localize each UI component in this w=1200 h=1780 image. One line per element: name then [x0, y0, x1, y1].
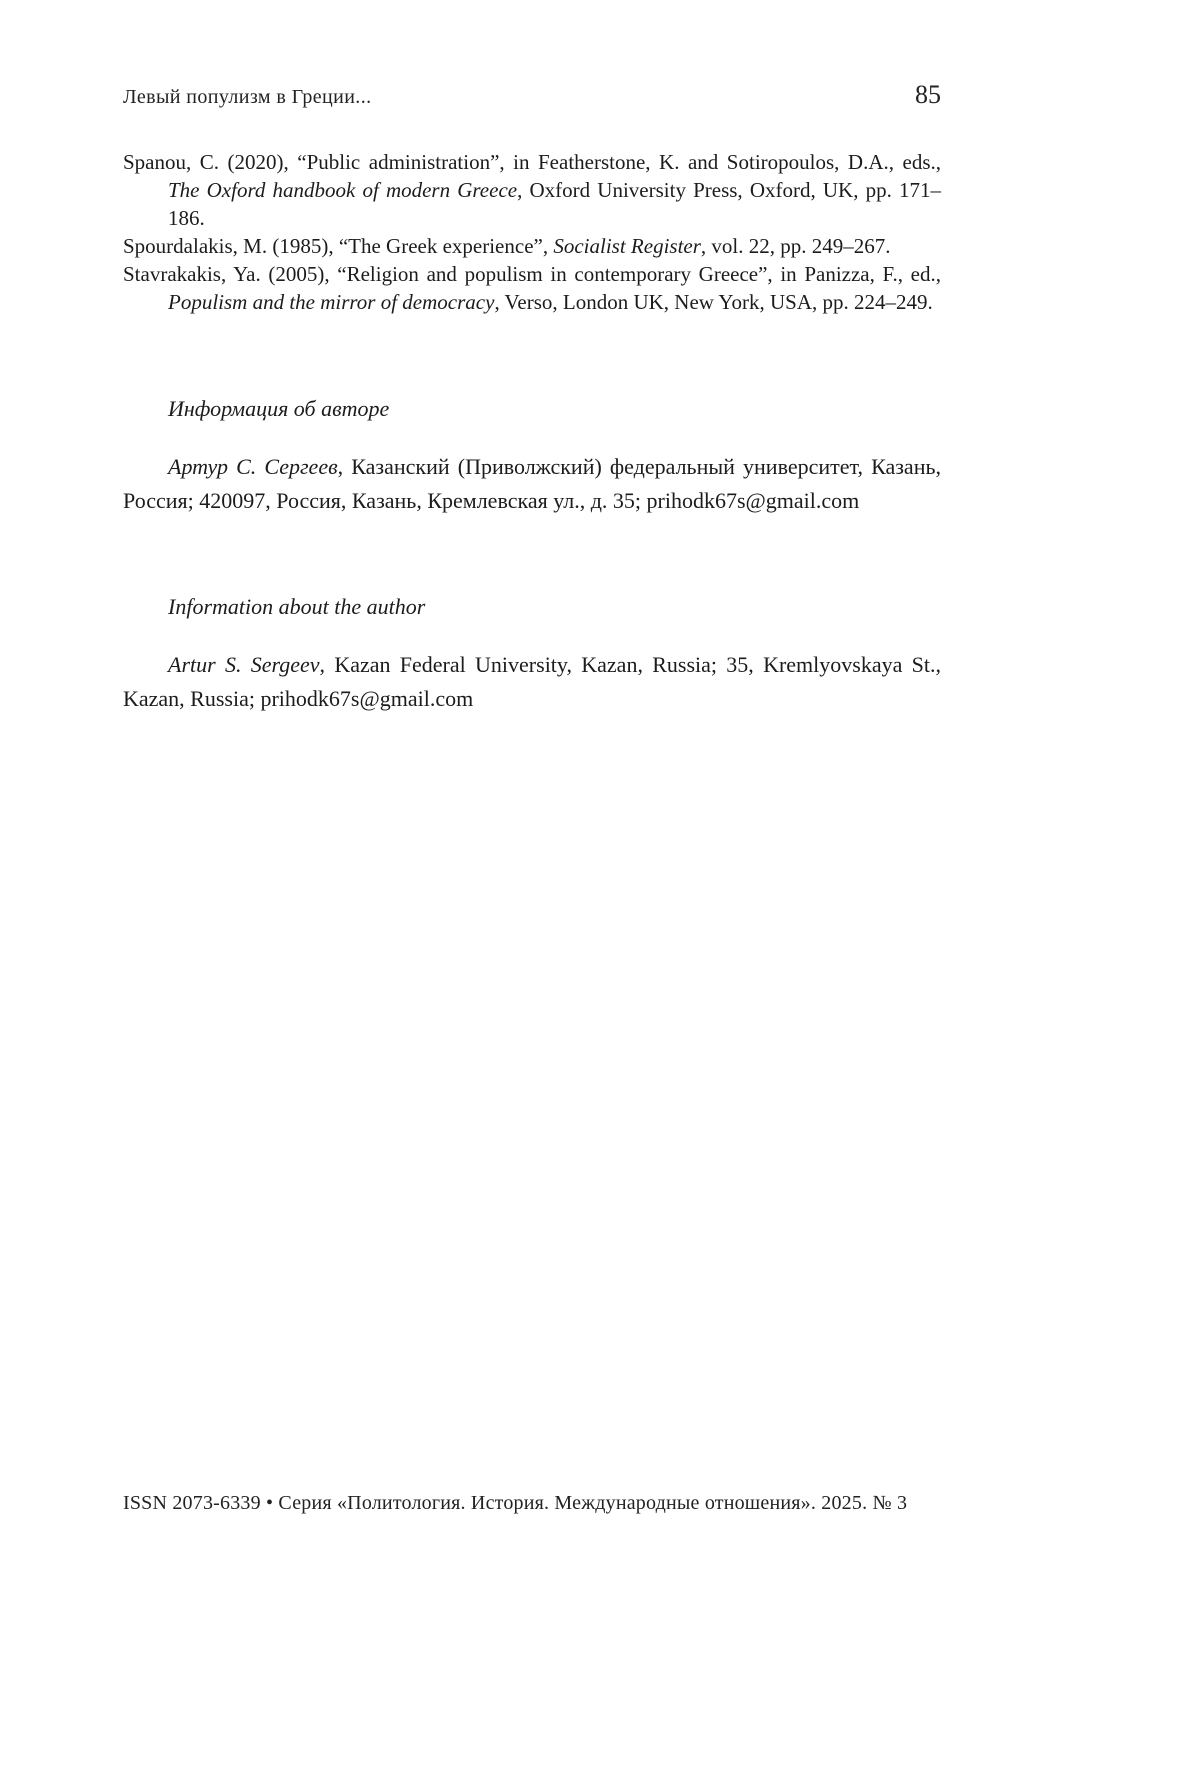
running-head: Левый популизм в Греции...	[123, 86, 372, 108]
text-segment: , Kazan Federal University, Kazan, Russia; 35, Kremlyovskaya St., Kazan, Russia; prihodk67s@gmail.com	[123, 652, 941, 711]
page-content	[123, 80, 941, 716]
section-heading-author-info-en: Information about the author	[168, 594, 426, 619]
text-segment: , Verso, London UK, New York, USA, pp. 224–249.	[494, 290, 933, 314]
reference-item	[123, 260, 941, 316]
text-segment: , Oxford University Press, Oxford, UK, pp. 171–186.	[168, 178, 941, 230]
text-segment: Spourdalakis, M. (1985), “The Greek experience”,	[123, 234, 554, 258]
author-info-en-paragraph	[123, 648, 941, 716]
running-head-row	[123, 80, 941, 110]
text-segment: Populism and the mirror of democracy	[168, 290, 495, 314]
references-list	[123, 148, 941, 316]
text-segment: Stavrakakis, Ya. (2005), “Religion and populism in contemporary Greece”, in Panizza, F., ed.,	[123, 262, 941, 286]
section-heading-author-info-ru: Информация об авторе	[168, 396, 390, 421]
page-number: 85	[915, 80, 941, 109]
text-segment: Артур С. Сергеев	[168, 454, 338, 479]
page-footer-issn: ISSN 2073-6339 • Серия «Политология. История. Международные отношения». 2025. № 3	[123, 1492, 908, 1514]
reference-item	[123, 148, 941, 232]
reference-item	[123, 232, 941, 260]
text-segment: Socialist Register	[553, 234, 701, 258]
text-segment: , vol. 22, pp. 249–267.	[700, 234, 891, 258]
text-segment: The Oxford handbook of modern Greece	[168, 178, 518, 202]
text-segment: , Казанский (Приволжский) федеральный университет, Казань, Россия; 420097, Россия, Казань, Кремлевская ул., д. 35; prihodk67s@gmail.com	[123, 454, 942, 513]
text-segment: Artur S. Sergeev	[168, 652, 320, 677]
author-info-ru-paragraph	[123, 450, 941, 518]
text-segment: Spanou, C. (2020), “Public administration”, in Featherstone, K. and Sotiropoulos, D.A., eds.,	[123, 150, 941, 174]
